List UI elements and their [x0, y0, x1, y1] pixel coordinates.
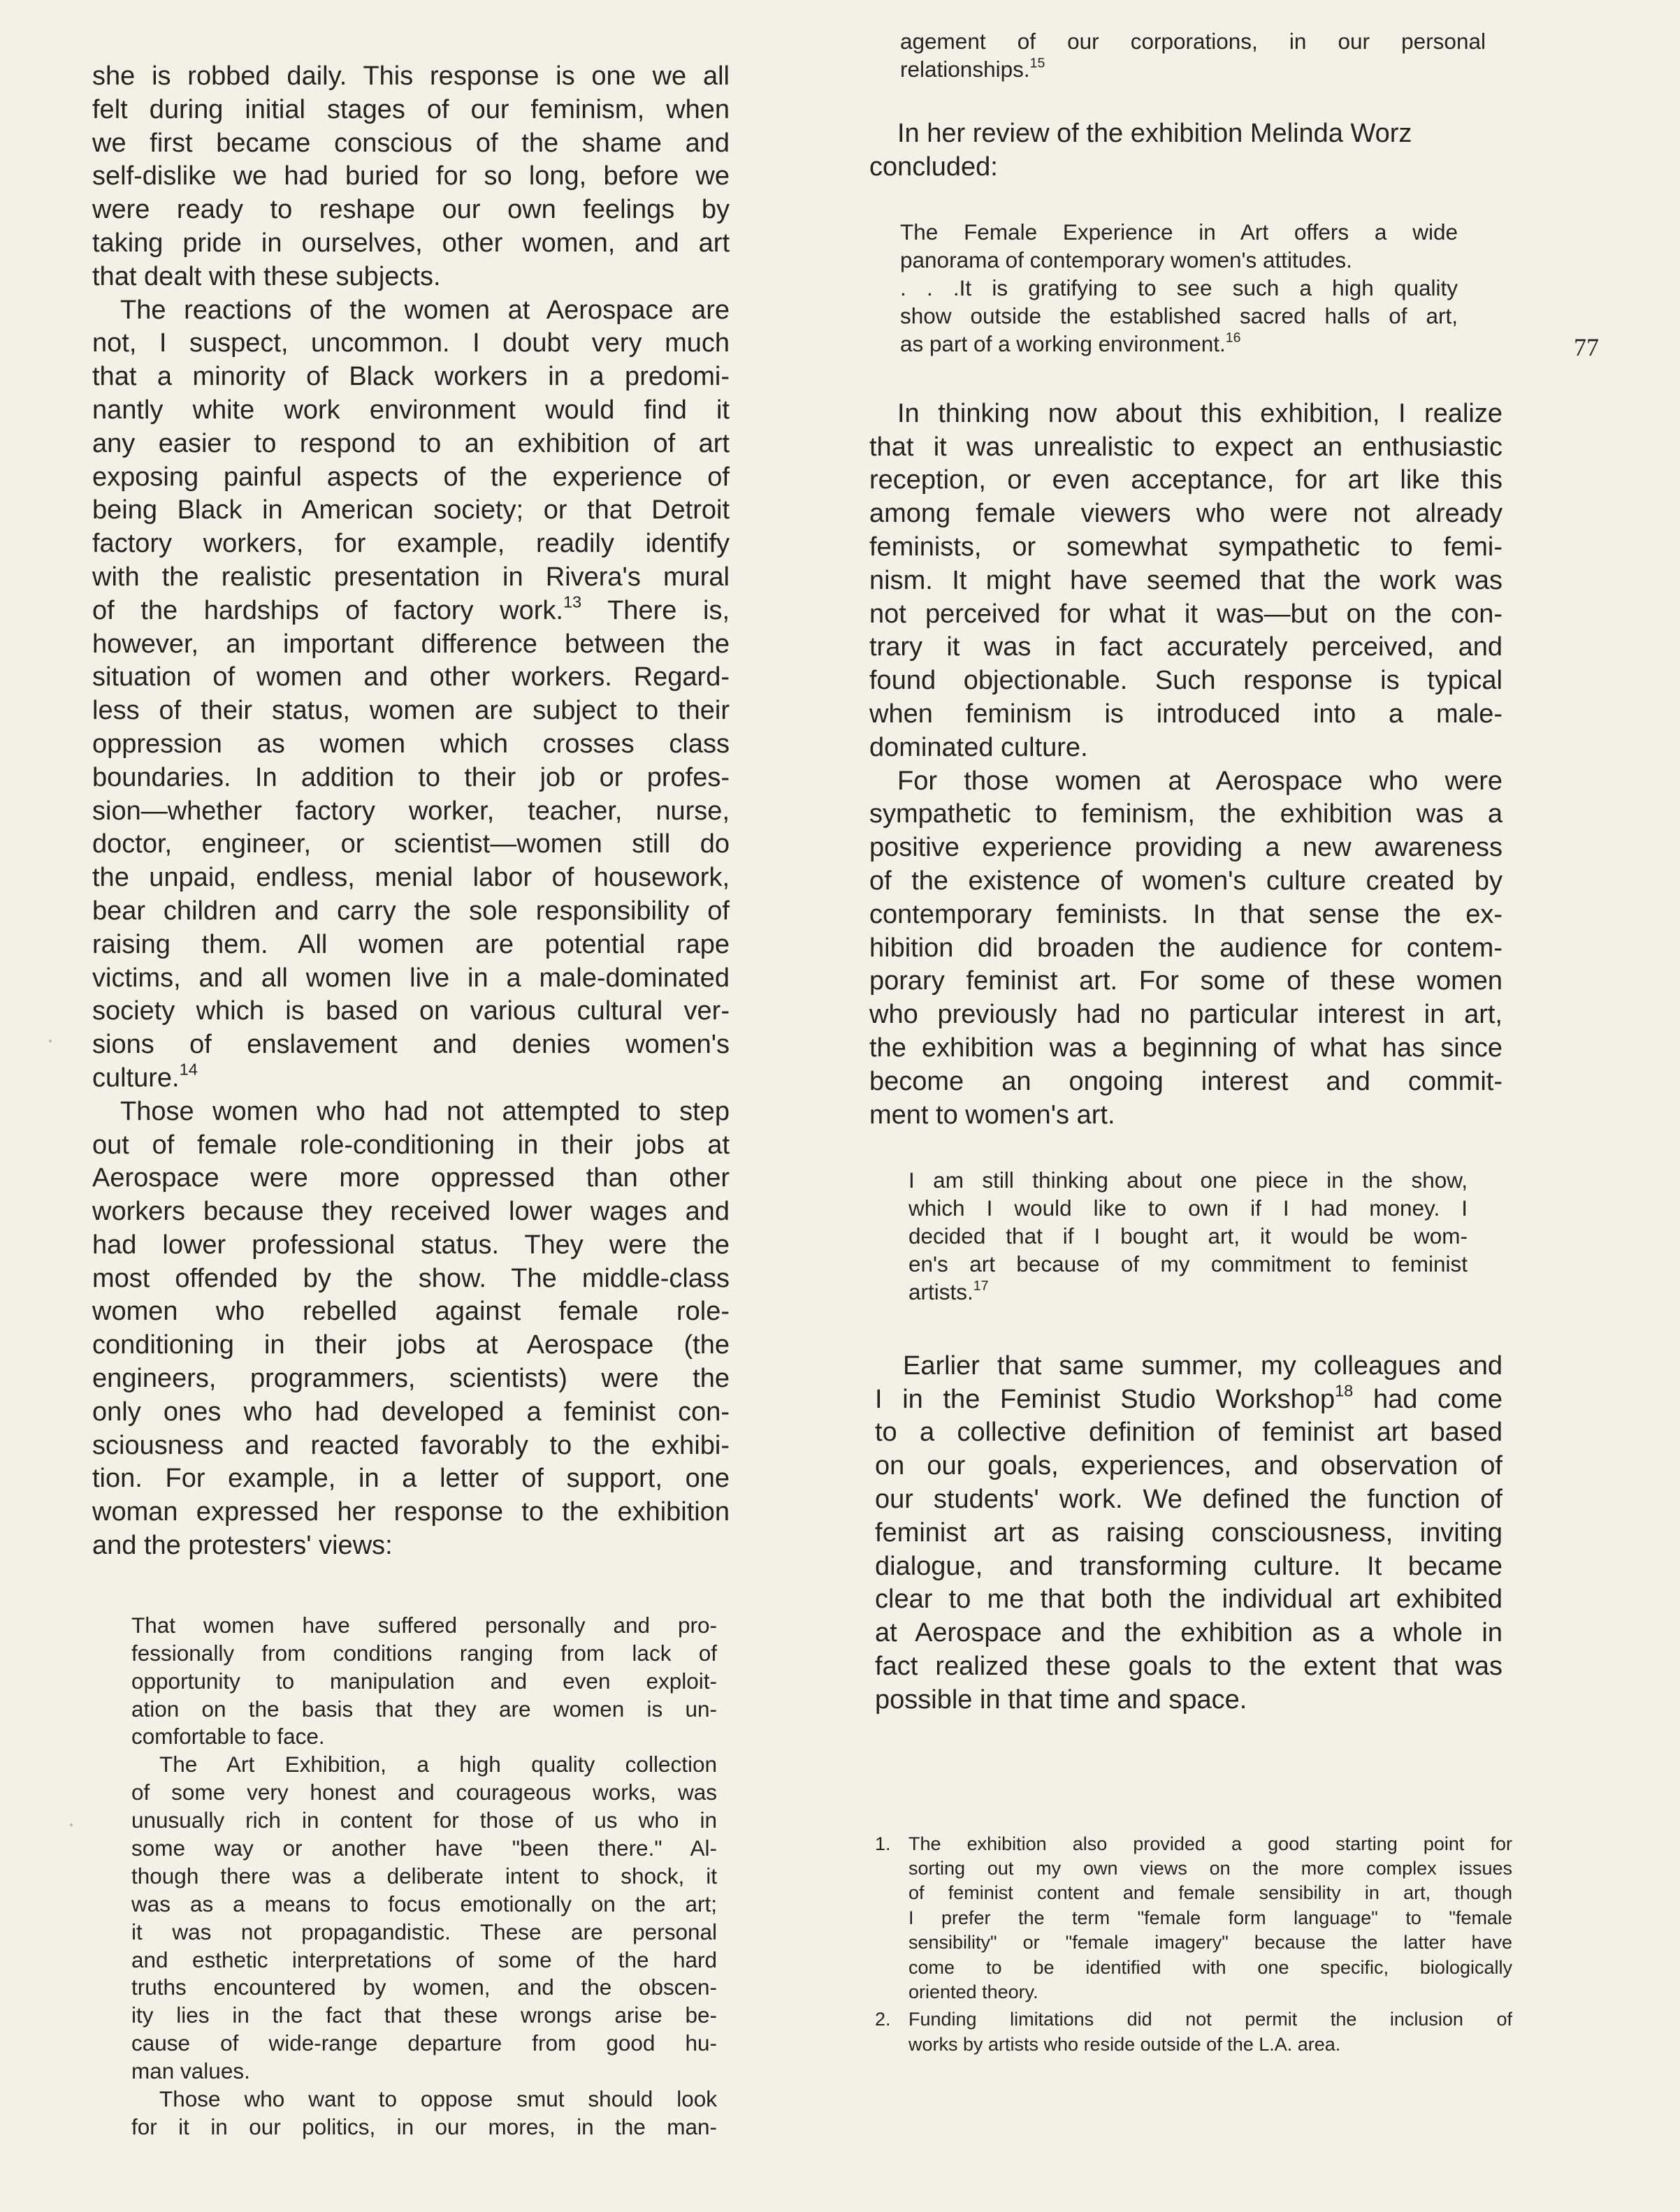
text-line: Aerospace were more oppressed than other [92, 1163, 730, 1193]
text-line: found objectionable. Such response is typical [869, 666, 1502, 696]
text-line: In her review of the exhibition Melinda Worz [897, 118, 1412, 148]
quote-line: which I would like to own if I had money. I [908, 1195, 1468, 1221]
quote-line: some way or another have "been there." Al- [131, 1835, 717, 1861]
text-line: that it was unrealistic to expect an enthusiastic [869, 432, 1502, 462]
page-number: 77 [1574, 333, 1599, 361]
scan-speck [70, 1824, 73, 1826]
text-line: we first became conscious of the shame and [92, 128, 730, 158]
quote-line: cause of wide-range departure from good hu- [131, 2030, 717, 2056]
text-line: positive experience providing a new awareness [869, 833, 1502, 863]
paragraph-worz [869, 117, 1498, 184]
footnote-line: works by artists who reside outside of the L.A. area. [908, 2033, 1341, 2055]
text-line: at Aerospace and the exhibition as a whole in [875, 1618, 1502, 1648]
text-line: felt during initial stages of our feminism, when [92, 94, 730, 124]
paragraph-thinking [869, 398, 1502, 765]
quote-line: comfortable to face. [131, 1724, 325, 1749]
paragraph-continued [92, 60, 730, 294]
text-line: Earlier that same summer, my colleagues and [903, 1351, 1502, 1381]
block-quote-still [908, 1167, 1468, 1306]
quote-line [900, 56, 1486, 84]
quote-line: opportunity to manipulation and even exploit- [131, 1668, 717, 1694]
text-line: dialogue, and transforming culture. It became [875, 1551, 1502, 1581]
text-line [875, 1383, 1502, 1417]
footnote-ref: 16 [1225, 330, 1241, 346]
footnote-line: sorting out my own views on the more complex issues [908, 1857, 1512, 1879]
text-fragment: Funding limitations did not permit the inclusion of [908, 2009, 1512, 2030]
text-line: she is robbed daily. This response is one we all [92, 61, 730, 91]
text-line: trary it was in fact accurately perceived, and [869, 632, 1502, 662]
text-line: sions of enslavement and denies women's [92, 1030, 730, 1060]
text-line: only ones who had developed a feminist con- [92, 1397, 730, 1427]
text-line: on our goals, experiences, and observation of [875, 1451, 1502, 1481]
text-line: nantly white work environment would find it [92, 395, 730, 425]
quote-line: man values. [131, 2058, 250, 2084]
text-line: concluded: [869, 152, 998, 182]
text-line: clear to me that both the individual art exhibited [875, 1585, 1502, 1615]
text-line: ment to women's art. [869, 1100, 1115, 1130]
quote-line: decided that if I bought art, it would be wom- [908, 1223, 1468, 1249]
text-line: any easier to respond to an exhibition of art [92, 428, 730, 458]
quote-line [900, 330, 1458, 358]
text-line: self-dislike we had buried for so long, before we [92, 161, 730, 191]
text-line: exposing painful aspects of the experience of [92, 462, 730, 492]
text-line [92, 1062, 730, 1096]
text-line: were ready to reshape our own feelings by [92, 195, 730, 225]
quote-line: though there was a deliberate intent to shock, it [131, 1863, 717, 1889]
text-line: not perceived for what it was—but on the con- [869, 599, 1502, 629]
footnote-ref: 14 [179, 1060, 198, 1079]
text-line: to a collective definition of feminist art based [875, 1418, 1502, 1448]
text-line: feminist art as raising consciousness, inviting [875, 1518, 1502, 1548]
paragraph-reactions [92, 294, 730, 1096]
text-line: victims, and all women live in a male-dominated [92, 963, 730, 993]
footnote-line: oriented theory. [908, 1981, 1038, 2002]
text-line: For those women at Aerospace who were [897, 766, 1502, 796]
quote-line: ation on the basis that they are women is un- [131, 1696, 717, 1722]
footnote-line [875, 2007, 1512, 2032]
text-line: out of female role-conditioning in their jobs at [92, 1130, 730, 1160]
left-column [92, 60, 731, 2141]
footnote-ref: 17 [973, 1278, 989, 1294]
text-line: taking pride in ourselves, other women, and art [92, 228, 730, 258]
text-fragment: There is, [581, 595, 730, 625]
block-quote-letter-end [900, 28, 1486, 84]
text-line: nism. It might have seemed that the work was [869, 565, 1502, 595]
footnote-number: 2. [875, 2009, 891, 2030]
text-line: sion—whether factory worker, teacher, nurse, [92, 796, 730, 826]
text-fragment: artists. [908, 1279, 973, 1304]
text-line: hibition did broaden the audience for contem- [869, 933, 1502, 963]
quote-line: show outside the established sacred halls of art, [900, 303, 1458, 329]
text-fragment: as part of a working environment. [900, 330, 1226, 356]
text-line: however, an important difference between the [92, 629, 730, 659]
text-fragment: of the hardships of factory work. [92, 595, 563, 625]
quote-line: unusually rich in content for those of us who in [131, 1807, 717, 1833]
text-line: In thinking now about this exhibition, I realize [897, 398, 1502, 428]
footnote-number: 1. [875, 1833, 891, 1854]
quote-line: ity lies in the fact that these wrongs arise be- [131, 2002, 717, 2028]
scan-speck [49, 1040, 52, 1042]
text-line: woman expressed her response to the exhibition [92, 1497, 730, 1527]
quote-line: truths encountered by women, and the obscen- [131, 1974, 717, 2000]
text-line: of the existence of women's culture created by [869, 866, 1502, 896]
text-line: Those women who had not attempted to step [120, 1096, 730, 1126]
text-line: situation of women and other workers. Regard- [92, 662, 730, 692]
text-line: conditioning in their jobs at Aerospace (the [92, 1330, 730, 1360]
text-line: that dealt with these subjects. [92, 261, 441, 291]
paragraph-earlier [875, 1350, 1502, 1717]
text-line: women who rebelled against female role- [92, 1297, 730, 1327]
quote-line: That women have suffered personally and pro- [131, 1612, 717, 1638]
footnote-ref: 18 [1335, 1381, 1354, 1400]
quote-line: agement of our corporations, in our personal [900, 29, 1486, 54]
text-line: dominated culture. [869, 732, 1088, 762]
text-line: oppression as women which crosses class [92, 729, 730, 759]
text-line: fact realized these goals to the extent that was [875, 1651, 1502, 1681]
text-line: raising them. All women are potential rape [92, 929, 730, 959]
text-line: when feminism is introduced into a male- [869, 699, 1502, 729]
quote-line: Those who want to oppose smut should look [159, 2086, 717, 2111]
text-fragment: had come [1353, 1384, 1502, 1414]
text-line: doctor, engineer, or scientist—women still do [92, 829, 730, 859]
footnote-line: come to be identified with one specific, biologically [908, 1956, 1512, 1978]
text-line: sympathetic to feminism, the exhibition was a [869, 799, 1502, 829]
text-line: possible in that time and space. [875, 1685, 1247, 1715]
text-line: the unpaid, endless, menial labor of housework, [92, 863, 730, 893]
text-fragment: culture. [92, 1063, 180, 1093]
text-fragment: The exhibition also provided a good starting point for [908, 1833, 1512, 1854]
text-line: the exhibition was a beginning of what has since [869, 1033, 1502, 1063]
quote-line: en's art because of my commitment to feminist [908, 1251, 1468, 1277]
text-line: among female viewers who were not already [869, 499, 1502, 529]
text-fragment: I in the Feminist Studio Workshop [875, 1384, 1335, 1414]
text-line: boundaries. In addition to their job or profes- [92, 762, 730, 792]
quote-line: The Art Exhibition, a high quality collection [159, 1752, 717, 1777]
text-line: engineers, programmers, scientists) were the [92, 1364, 730, 1394]
quote-line: . . .It is gratifying to see such a high quality [900, 275, 1458, 301]
text-line: The reactions of the women at Aerospace are [120, 295, 730, 325]
quote-line: of some very honest and courageous works, was [131, 1780, 717, 1805]
quote-line: for it in our politics, in our mores, in the man- [131, 2113, 717, 2139]
block-quote-worz [900, 219, 1458, 358]
text-line: our students' work. We defined the function of [875, 1485, 1502, 1514]
paragraph-sympathetic [869, 765, 1502, 1133]
block-quote-letter [131, 1612, 717, 2141]
footnote-line [875, 1832, 1512, 1856]
footnotes [875, 1832, 1512, 2058]
paragraph-those-women [92, 1096, 730, 1563]
text-line [92, 592, 730, 628]
footnote-line: sensibility" or "female imagery" because the latter have [908, 1932, 1512, 1953]
text-line: contemporary feminists. In that sense the ex- [869, 899, 1502, 929]
quote-line: fessionally from conditions ranging from lack of [131, 1640, 717, 1666]
text-line: factory workers, for example, readily identify [92, 529, 730, 559]
text-line: and the protesters' views: [92, 1531, 393, 1561]
quote-line: I am still thinking about one piece in the show, [908, 1167, 1468, 1193]
text-line: less of their status, women are subject to their [92, 696, 730, 726]
text-line: most offended by the show. The middle-class [92, 1263, 730, 1293]
text-line: workers because they received lower wages and [92, 1197, 730, 1227]
quote-line: was as a means to focus emotionally on the art; [131, 1891, 717, 1916]
footnote-ref: 15 [1029, 55, 1045, 71]
text-line: porary feminist art. For some of these women [869, 966, 1502, 996]
footnote-line: I prefer the term "female form language" to "female [908, 1907, 1512, 1928]
footnote-ref: 13 [563, 592, 582, 611]
text-line: feminists, or somewhat sympathetic to femi- [869, 532, 1502, 562]
quote-line: and esthetic interpretations of some of the hard [131, 1947, 717, 1972]
text-line: become an ongoing interest and commit- [869, 1066, 1502, 1096]
text-line: sciousness and reacted favorably to the exhibi- [92, 1430, 730, 1460]
right-column [869, 29, 1512, 2057]
quote-line: The Female Experience in Art offers a wide [900, 219, 1458, 245]
quote-line: it was not propagandistic. These are personal [131, 1919, 717, 1944]
quote-line [908, 1279, 1468, 1307]
text-line: not, I suspect, uncommon. I doubt very much [92, 328, 730, 358]
footnote-line: of feminist content and female sensibility in art, though [908, 1882, 1512, 1904]
text-line: tion. For example, in a letter of support, one [92, 1464, 730, 1494]
text-line: society which is based on various cultural ver- [92, 996, 730, 1026]
text-line: had lower professional status. They were the [92, 1230, 730, 1260]
quote-line: panorama of contemporary women's attitudes. [900, 247, 1352, 273]
text-line: that a minority of Black workers in a predomi- [92, 362, 730, 392]
text-line: bear children and carry the sole responsibility of [92, 896, 730, 926]
text-fragment: relationships. [900, 56, 1030, 82]
text-line: who previously had no particular interest in art, [869, 1000, 1502, 1030]
text-line: being Black in American society; or that Detroit [92, 495, 730, 525]
text-line: with the realistic presentation in Rivera's mural [92, 562, 730, 592]
text-line: reception, or even acceptance, for art like this [869, 465, 1502, 495]
